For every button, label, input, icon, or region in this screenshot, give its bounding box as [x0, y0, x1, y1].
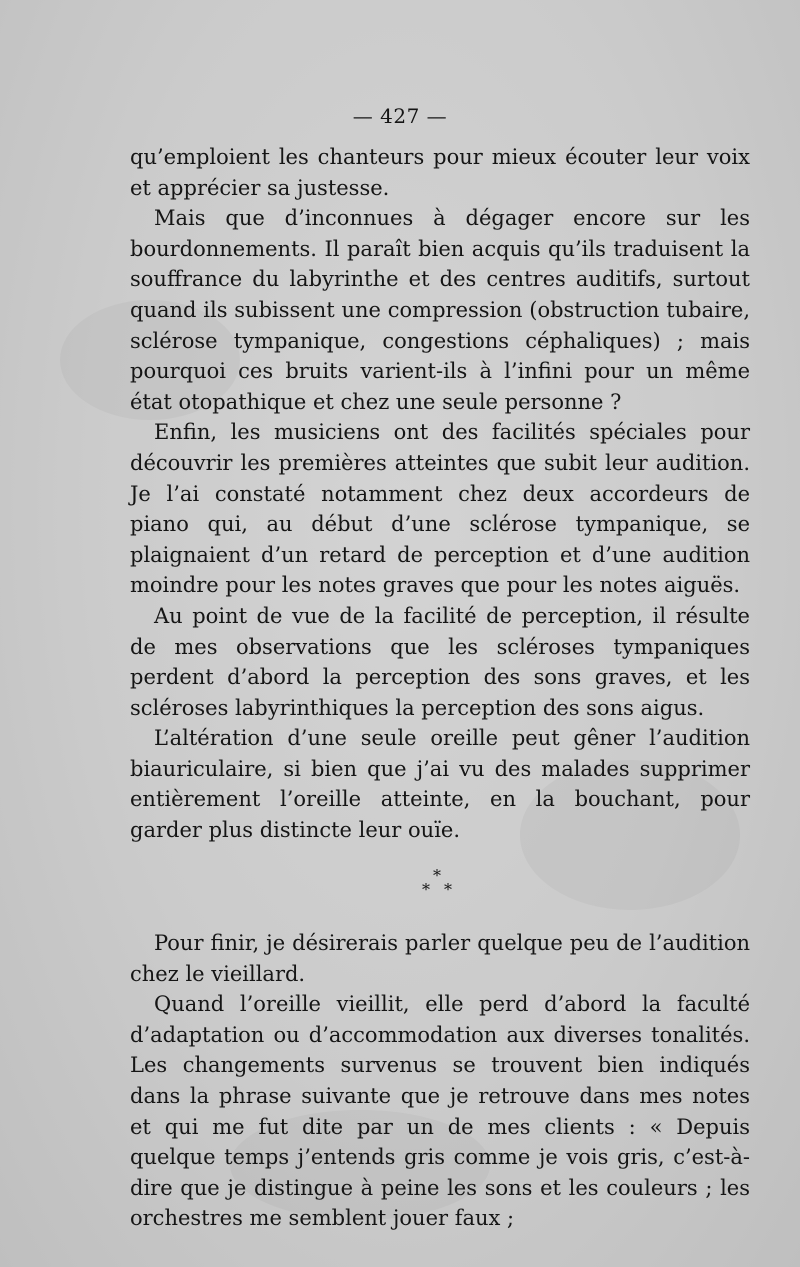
asterism-star: *: [422, 880, 430, 899]
paragraph-alteration: L’altération d’une seule oreille peut gêner l’audition biauriculaire, si bien que j’ai vu des malades supprimer entièrement l’oreille atteinte, en la bouchant, pour garder plus distincte leur ouïe.: [130, 726, 750, 843]
paragraph-oreille-vieillit: Quand l’oreille vieillit, elle perd d’abord la faculté d’adaptation ou d’accommodation aux diverses tonalités. Les changements survenus se trouvent bien indiqués dans la phrase suivante que je retrouve dans mes notes et qui me fut dite par un de mes clients : « Depuis quelque temps j’entends gris comme je vois gris, c’est-à-dire que je distingue à peine les sons et les couleurs ; les orchestres me semblent jouer faux ;: [130, 992, 750, 1231]
paragraph-bourdonnements: Mais que d’inconnues à dégager encore sur les bourdonnements. Il paraît bien acquis qu’ils traduisent la souffrance du labyrinthe et des centres auditifs, surtout quand ils subissent une compression (obstruction tubaire, sclérose tympanique, congestions céphaliques) ; mais pourquoi ces bruits varient-ils à l’infini pour un même état otopathique et chez une seule personne ?: [130, 206, 750, 414]
paragraph-continuation: qu’emploient les chanteurs pour mieux écouter leur voix et apprécier sa justesse.: [130, 145, 750, 200]
asterism-separator: [415, 868, 465, 904]
asterism-star: *: [444, 880, 452, 899]
paragraph-perception: Au point de vue de la facilité de perception, il résulte de mes observations que les scléroses tympaniques perdent d’abord la perception des sons graves, et les scléroses labyrinthiques la perception des sons aigus.: [130, 603, 750, 720]
text-section-two: [130, 928, 750, 1234]
page-number: — 427 —: [352, 104, 448, 128]
text-section-one: [130, 142, 750, 846]
paragraph-musiciens: Enfin, les musiciens ont des facilités spéciales pour découvrir les premières atteintes que subit leur audition. Je l’ai constaté notamment chez deux accordeurs de piano qui, au début d’une sclérose tympanique, se plaignaient d’un retard de perception et d’une audition moindre pour les notes graves que pour les notes aiguës.: [130, 420, 750, 598]
paragraph-vieillard-intro: Pour finir, je désirerais parler quelque peu de l’audition chez le vieillard.: [130, 931, 750, 986]
asterism-star: *: [433, 866, 441, 885]
